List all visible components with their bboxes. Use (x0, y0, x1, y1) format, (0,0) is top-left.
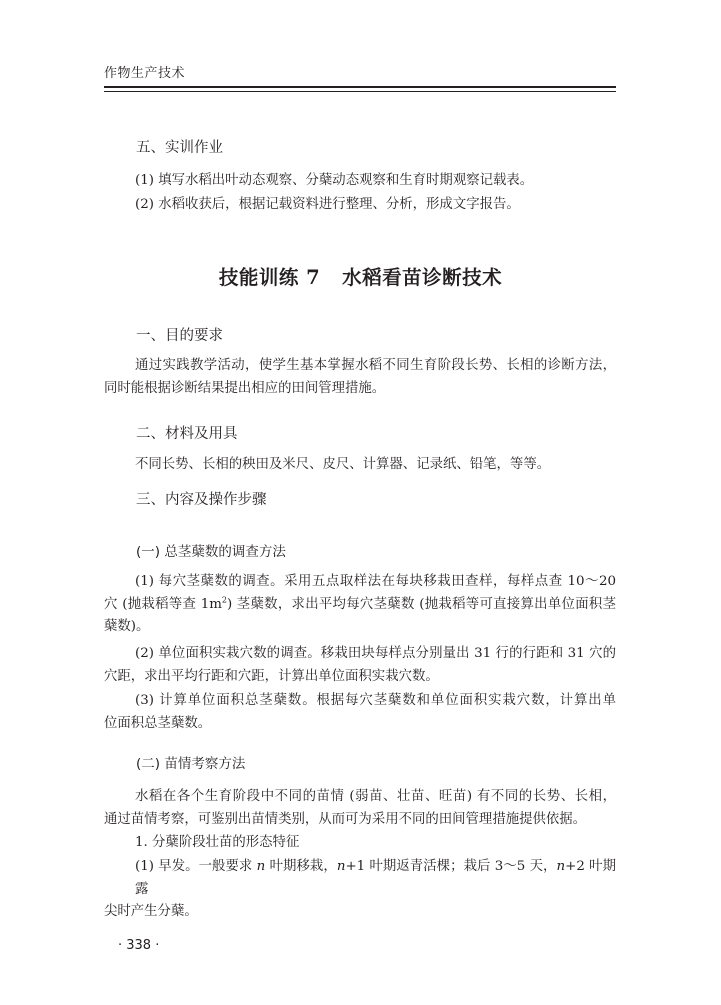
part2-heading: (二) 苗情考察方法 (136, 756, 246, 772)
objective-heading: 一、目的要求 (136, 328, 223, 344)
text-segment: +1 叶期返青活棵；栽后 3～5 天， (345, 859, 557, 874)
variable-n: n (256, 859, 266, 874)
objective-paragraph (104, 355, 616, 400)
materials-paragraph (104, 454, 616, 477)
running-head: 作物生产技术 (104, 66, 186, 81)
text-line: 蘖数)。 (104, 619, 150, 634)
variable-n: n (336, 859, 346, 874)
text-segment: ) 茎蘖数，求出平均每穴茎蘖数 (抛栽稻等可直接算出单位面积茎 (227, 596, 616, 612)
text-segment: 叶期移栽， (265, 859, 337, 874)
text-segment: 穴 (抛栽稻等查 1m (104, 596, 222, 612)
text-line: 尖时产生分蘖。 (104, 904, 198, 919)
part1-item3 (104, 690, 616, 735)
part2-intro (104, 786, 616, 831)
text-segment: +2 叶期露 (135, 859, 616, 897)
part2-item1 (104, 856, 616, 924)
training-title (0, 262, 721, 290)
part1-item1 (104, 571, 616, 639)
part1-item2 (104, 643, 616, 688)
text-segment: (1) 早发。一般要求 (135, 859, 257, 874)
text-line: 不同长势、长相的秧田及米尺、皮尺、计算器、记录纸、铅笔，等等。 (135, 457, 551, 472)
header-rule-thick (104, 86, 616, 88)
variable-n: n (556, 859, 566, 874)
text-line: 位面积总茎蘖数。 (104, 715, 212, 731)
text-line: 同时能根据诊断结果提出相应的田间管理措施。 (104, 380, 386, 396)
practice-item: (2) 水稻收获后，根据记载资料进行整理、分析，形成文字报告。 (135, 196, 520, 212)
text-line (104, 856, 616, 901)
practice-item: (1) 填写水稻出叶动态观察、分蘖动态观察和生育时期观察记载表。 (135, 173, 534, 188)
practice-heading: 五、实训作业 (136, 140, 223, 156)
training-name: 水稻看苗诊断技术 (342, 266, 503, 289)
text-line: 通过苗情考察，可鉴别出苗情类别，从而可为采用不同的田间管理措施提供依据。 (104, 811, 587, 827)
steps-heading: 三、内容及操作步骤 (136, 492, 267, 508)
text-line: (3) 计算单位面积总茎蘖数。根据每穴茎蘖数和单位面积实栽穴数，计算出单 (135, 693, 616, 708)
text-line: (2) 单位面积实栽穴数的调查。移栽田块每样点分别量出 31 行的行距和 31 穴的 (135, 646, 616, 661)
header-rule-thin (104, 91, 616, 92)
materials-heading: 二、材料及用具 (136, 426, 238, 442)
text-line: 水稻在各个生育阶段中不同的苗情 (弱苗、壮苗、旺苗) 有不同的长势、长相， (135, 789, 616, 804)
training-label: 技能训练 7 (218, 266, 321, 289)
text-line: 通过实践教学活动，使学生基本掌握水稻不同生育阶段长势、长相的诊断方法， (135, 358, 616, 373)
part2-subheading (104, 832, 616, 855)
part1-heading: (一) 总茎蘖数的调查方法 (136, 544, 286, 560)
text-line (104, 594, 616, 617)
text-line: (1) 每穴茎蘖数的调查。采用五点取样法在每块移栽田查样，每样点查 10～20 (135, 574, 616, 589)
practice-list (104, 170, 616, 216)
page-number: · 338 · (118, 938, 160, 953)
text-line: 穴距，求出平均行距和穴距，计算出单位面积实栽穴数。 (104, 668, 439, 684)
superscript: 2 (221, 595, 228, 605)
text-line: 1. 分蘖阶段壮苗的形态特征 (135, 835, 300, 850)
